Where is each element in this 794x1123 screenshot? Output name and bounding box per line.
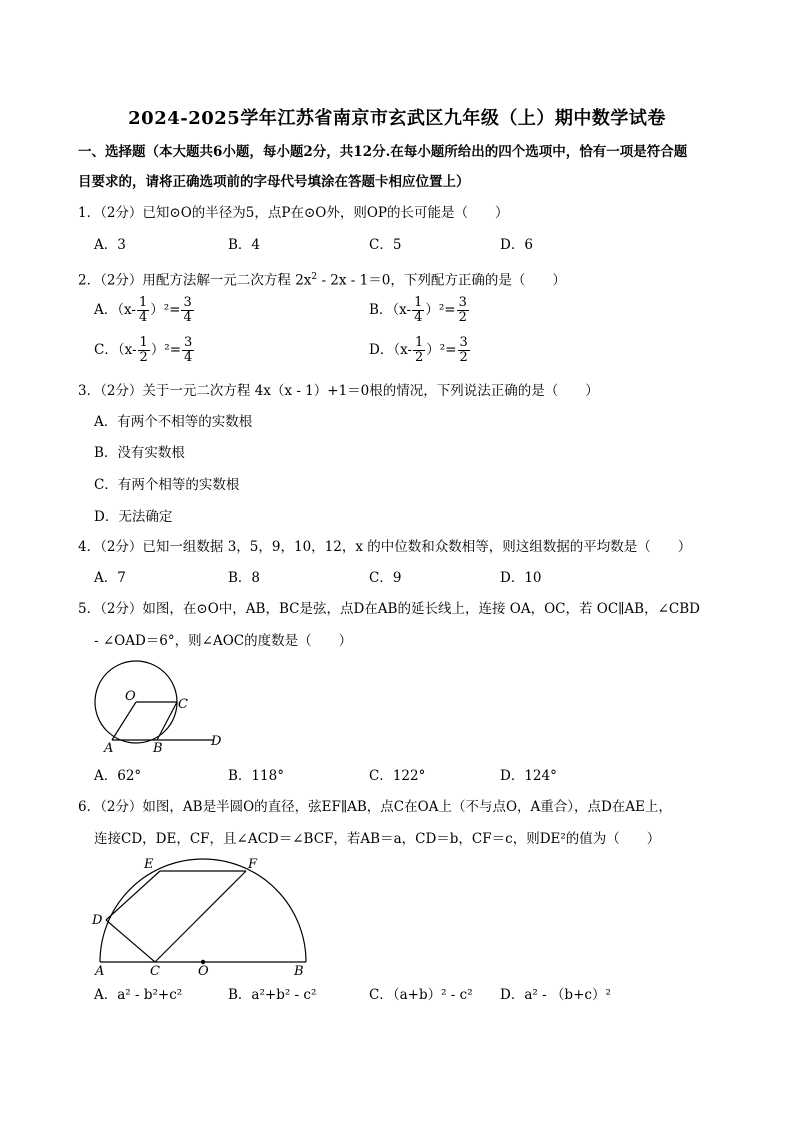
q6-figure — [86, 852, 316, 977]
fraction: $\frac{1}{2}$ — [139, 335, 148, 365]
q3-option-c: C．有两个相等的实数根 — [94, 477, 240, 493]
q3-option-d: D．无法确定 — [94, 509, 173, 525]
fraction: $\frac{1}{4}$ — [138, 295, 148, 325]
segment-oa — [112, 702, 136, 740]
label-o: O — [198, 964, 209, 977]
label-e: E — [144, 857, 154, 872]
q5-stem-line2: - ∠OAD＝6°，则∠AOC的度数是（ ） — [94, 633, 353, 649]
label-d: D — [211, 734, 222, 749]
label-b: B — [294, 964, 304, 977]
segment-bc — [157, 702, 177, 740]
q3-option-b: B．没有实数根 — [94, 445, 185, 461]
label-a: A — [104, 741, 114, 756]
q3-option-a: A．有两个不相等的实数根 — [94, 414, 253, 430]
fraction: $\frac{3}{2}$ — [458, 295, 467, 325]
label-d: D — [92, 913, 103, 928]
q2-option-d: D．（x- $\frac{1}{2}$ ）²= $\frac{3}{2}$ — [369, 335, 468, 365]
q6-option-b: B．a²+b² - c² — [228, 987, 317, 1003]
fraction: $\frac{1}{2}$ — [415, 335, 424, 365]
fraction: $\frac{3}{2}$ — [459, 335, 468, 365]
q5-option-b: B．118° — [228, 768, 284, 784]
q5-option-a: A．62° — [94, 768, 142, 784]
q1-option-c: C．5 — [369, 237, 402, 253]
q6-option-d: D．a² - （b+c）² — [500, 987, 611, 1003]
fraction: $\frac{3}{4}$ — [183, 295, 192, 325]
q6-option-c: C．（a+b）² - c² — [369, 987, 473, 1003]
q4-option-a: A．7 — [94, 570, 126, 586]
q5-stem-line1: 5．（2分）如图，在⊙O中，AB，BC是弦，点D在AB的延长线上，连接 OA，OC，若 OC∥AB，∠CBD — [78, 601, 700, 617]
q5-option-d: D．124° — [500, 768, 557, 784]
q2-option-a: A．（x- $\frac{1}{4}$ ）²= $\frac{3}{4}$ — [94, 295, 192, 325]
segment-cf — [155, 871, 246, 962]
semicircle — [100, 859, 306, 962]
section-heading-line1: 一、选择题（本大题共6小题，每小题2分，共12分.在每小题所给出的四个选项中，恰有一项是符合题 — [78, 144, 688, 160]
fraction: $\frac{1}{4}$ — [414, 295, 423, 325]
q1-option-a: A．3 — [94, 237, 126, 253]
q3-stem: 3．（2分）关于一元二次方程 4x（x - 1）+1＝0根的情况，下列说法正确的是（ ） — [78, 383, 599, 399]
q6-stem-line2: 连接CD，DE，CF，且∠ACD＝∠BCF，若AB＝a，CD＝b，CF＝c，则DE²的值为（ ） — [94, 831, 661, 847]
q1-option-b: B．4 — [228, 237, 261, 253]
label-o: O — [125, 689, 136, 704]
label-c: C — [178, 697, 188, 712]
label-f: F — [248, 857, 258, 872]
q5-figure — [86, 660, 246, 756]
q2-option-b: B．（x- $\frac{1}{4}$ ）²= $\frac{3}{2}$ — [369, 295, 467, 325]
page-title: 2024-2025学年江苏省南京市玄武区九年级（上）期中数学试卷 — [128, 108, 666, 129]
q1-option-d: D．6 — [500, 237, 533, 253]
q4-stem: 4．（2分）已知一组数据 3，5，9，10，12，x 的中位数和众数相等，则这组数据的平均数是（ ） — [78, 539, 692, 555]
q4-option-c: C．9 — [369, 570, 402, 586]
segment-de — [106, 871, 160, 920]
segment-cd — [106, 920, 155, 962]
label-a: A — [95, 964, 105, 977]
q6-stem-line1: 6．（2分）如图，AB是半圆O的直径，弦EF∥AB，点C在OA上（不与点O，A重合），点D在AE上， — [78, 799, 672, 815]
q2-stem: 2．（2分）用配方法解一元二次方程 $2x^2 - 2x - 1=0$，下列配方正确的是（ ） — [78, 272, 566, 289]
q4-option-b: B．8 — [228, 570, 261, 586]
q2-option-c: C．（x- $\frac{1}{2}$ ）²= $\frac{3}{4}$ — [94, 335, 193, 365]
q6-option-a: A．a² - b²+c² — [94, 987, 183, 1003]
label-b: B — [153, 741, 163, 756]
label-c: C — [150, 964, 160, 977]
q1-stem: 1．（2分）已知⊙O的半径为5，点P在⊙O外，则OP的长可能是（ ） — [78, 205, 509, 221]
q4-option-d: D．10 — [500, 570, 542, 586]
q5-option-c: C．122° — [369, 768, 426, 784]
section-heading-line2: 目要求的，请将正确选项前的字母代号填涂在答题卡相应位置上） — [78, 174, 470, 190]
fraction: $\frac{3}{4}$ — [184, 335, 193, 365]
